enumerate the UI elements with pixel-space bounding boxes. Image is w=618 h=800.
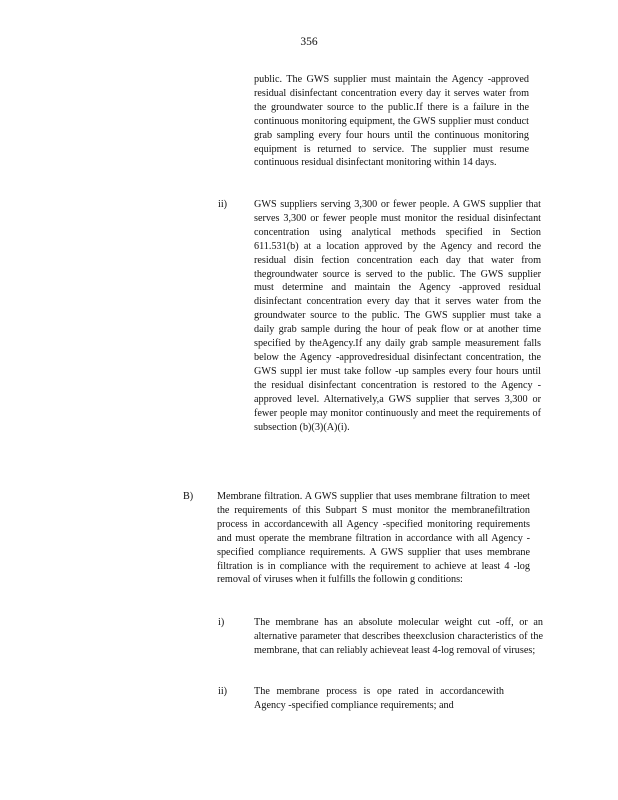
subsection-B-membrane-filtration: Membrane filtration. A GWS supplier that uses membrane filtration to meet the requirements of this Subpart S must monitor the membranefiltration process in accordancewith all Agency -specified monitoring requirements and must operate the membrane filtration in accordance with all Agency -specified compliance requirements. A GWS supplier that uses membrane filtration is in compliance with the requirement to achieve at least 4 -log removal of viruses when it fulfills the followin g conditions: (217, 491, 530, 586)
list-label-ii: ii) (218, 199, 228, 210)
list-label-ii-second: ii) (218, 686, 228, 697)
list-label-i: i) (218, 617, 225, 628)
page-number: 356 (300, 36, 318, 48)
list-label-B: B) (183, 491, 194, 502)
condition-ii: The membrane process is ope rated in accordancewith Agency -specified compliance requirements; and (254, 686, 504, 711)
subsection-ii-small-systems: GWS suppliers serving 3,300 or fewer people. A GWS supplier that serves 3,300 or fewer people must monitor the residual disinfectant concentration using analytical methods specified in Section 611.531(b) at a location approved by the Agency and record the residual disin fection concentration each day that water from thegroundwater source is served to the public. The GWS supplier must determine and maintain the Agency -approved residual disinfectant concentration every day that it serves water from the groundwater source to the public. The GWS supplier must take a daily grab sample during the hour of peak flow or at another time specified by theAgency.If any daily grab sample measurement falls below the Agency -approvedresidual disinfectant concentration, the GWS suppl ier must take follow -up samples every four hours until the residual disinfectant concentration is restored to the Agency -approved level. Alternatively,a GWS supplier that serves 3,300 or fewer people may monitor continuously and meet the requirements of subsection (b)(3)(A)(i). (254, 199, 541, 433)
condition-i: The membrane has an absolute molecular weight cut -off, or an alternative parameter that describes theexclusion characteristics of the membrane, that can reliably achieveat least 4-log removal of viruses; (254, 617, 543, 656)
continued-paragraph: public. The GWS supplier must maintain the Agency -approved residual disinfectant concentration every day it serves water from the groundwater source to the public.If there is a failure in the continuous monitoring equipment, the GWS supplier must conduct grab sampling every four hours until the continuous monitoring equipment is returned to service. The supplier must resume continuous residual disinfectant monitoring within 14 days. (254, 74, 529, 169)
